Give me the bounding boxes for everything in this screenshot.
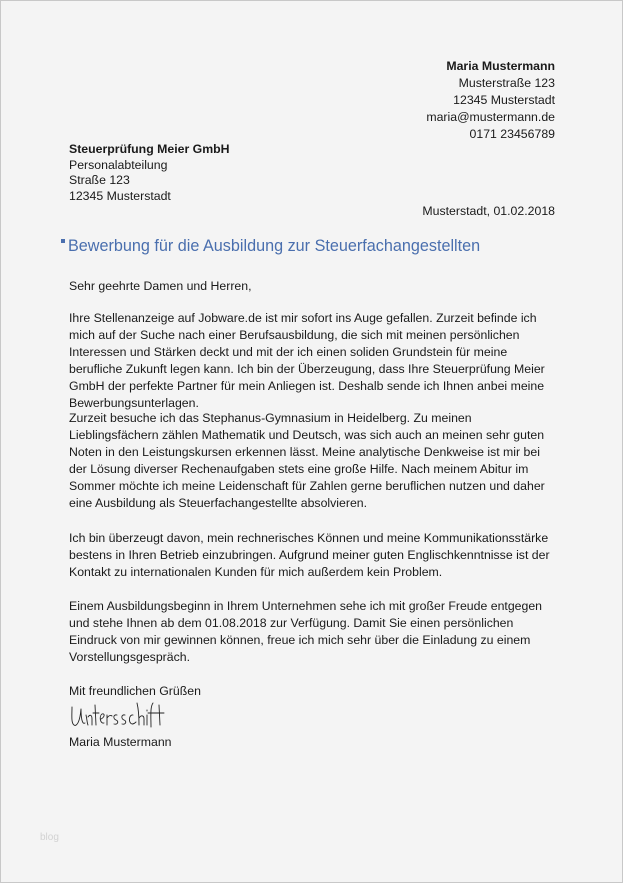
sender-name: Maria Mustermann <box>446 59 555 73</box>
closing-phrase: Mit freundlichen Grüßen <box>69 684 201 698</box>
signer-name: Maria Mustermann <box>69 735 172 749</box>
heading-marker-icon <box>61 239 65 243</box>
body-paragraph-2: Zurzeit besuche ich das Stephanus-Gymnasium in Heidelberg. Zu meinen Lieblingsfächern zählen Mathematik und Deutsch, was sich auch an meinen sehr guten Noten in den Leistungskursen erkennen lässt. Meine analytische Denkweise ist mir bei der Lösung diverser Rechenaufgaben stets eine große Hilfe. Nach meinem Abitur im Sommer möchte ich meine Leidenschaft für Zahlen gerne beruflichen nutzen und daher eine Ausbildung als Steuerfachangestellte absolvieren. <box>69 411 545 510</box>
watermark-text: blog <box>40 832 59 843</box>
body-paragraph-1: Ihre Stellenanzeige auf Jobware.de ist mir sofort ins Auge gefallen. Zurzeit befinde ich mich auf der Suche nach einer Berufsausbildung, die sich mit meinen persönlichen Interessen und Stärken deckt und mit der ich einen soliden Grundstein für meine berufliche Zukunft legen kann. Ich bin der Überzeugung, dass Ihre Steuerprüfung Meier GmbH der perfekte Partner für mein Anliegen ist. Deshalb sende ich Ihnen anbei meine Bewerbungsunterlagen. <box>69 311 545 410</box>
recipient-city: 12345 Musterstadt <box>69 188 171 203</box>
subject-heading <box>61 237 480 256</box>
body-paragraph-3: Ich bin überzeugt davon, mein rechnerisches Können und meine Kommunikationsstärke bestens in Ihren Betrieb einzubringen. Aufgrund meiner guten Englischkenntnisse ist der Kontakt zu internationalen Kunden für mich außerdem kein Problem. <box>69 531 550 579</box>
sender-email: maria@mustermann.de <box>426 110 555 124</box>
recipient-company: Steuerprüfung Meier GmbH <box>69 142 230 156</box>
handwritten-signature-icon <box>69 701 169 731</box>
sender-street: Musterstraße 123 <box>458 76 555 90</box>
recipient-address-block <box>69 142 230 204</box>
sender-city: 12345 Musterstadt <box>453 93 555 107</box>
subject-text: Bewerbung für die Ausbildung zur Steuerfachangestellten <box>68 237 481 255</box>
recipient-street: Straße 123 <box>69 173 130 187</box>
body-paragraph-4: Einem Ausbildungsbeginn in Ihrem Unternehmen sehe ich mit großer Freude entgegen und stehe Ihnen ab dem 01.08.2018 zur Verfügung. Damit Sie einen persönlichen Eindruck von mir gewinnen können, freue ich mich sehr über die Einladung zu einem Vorstellungsgespräch. <box>69 599 543 664</box>
sender-phone: 0171 23456789 <box>469 127 555 141</box>
sender-address-block <box>426 58 555 143</box>
letter-date: Musterstadt, 01.02.2018 <box>422 204 555 218</box>
salutation: Sehr geehrte Damen und Herren, <box>69 279 252 293</box>
recipient-department: Personalabteilung <box>69 157 168 172</box>
